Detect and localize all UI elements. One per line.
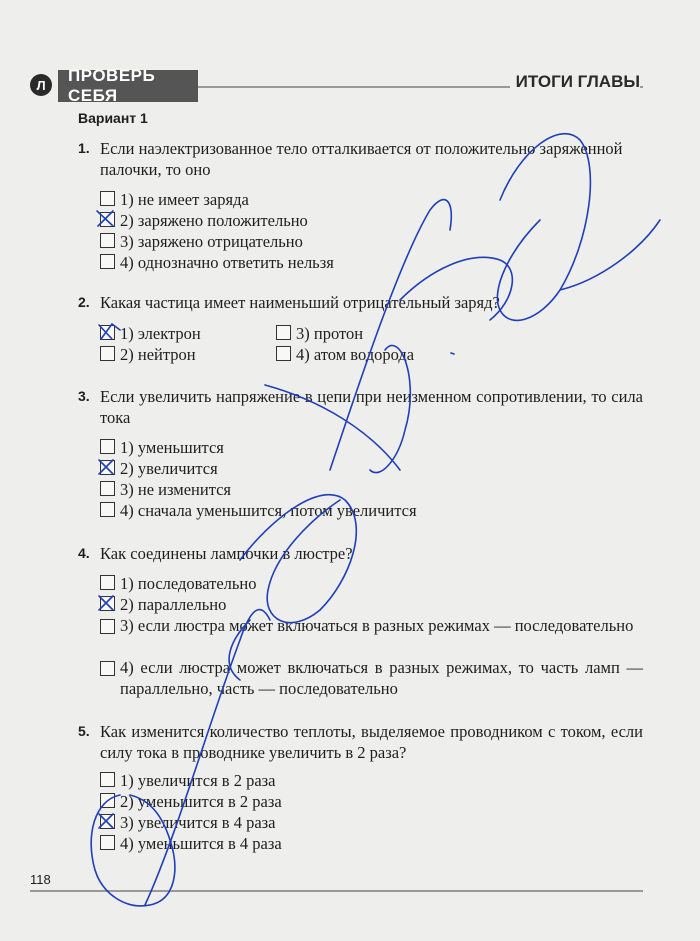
option-label: 3) заряжено отрицательно xyxy=(120,232,303,251)
question-2 xyxy=(78,292,643,313)
question-1 xyxy=(78,138,643,180)
option-label: 1) не имеет заряда xyxy=(120,190,249,209)
option-5-2[interactable] xyxy=(100,791,282,812)
question-5 xyxy=(78,721,643,763)
option-4-3[interactable] xyxy=(100,615,643,636)
page-number: 118 xyxy=(30,872,51,887)
option-label: 4) уменьшится в 4 раза xyxy=(120,834,282,853)
checkbox[interactable] xyxy=(100,254,115,269)
checkbox[interactable] xyxy=(276,325,291,340)
option-3-2[interactable] xyxy=(100,458,218,479)
option-label: 2) нейтрон xyxy=(120,345,196,364)
question-text: Как соединены лампочки в люстре? xyxy=(100,544,353,563)
option-3-3[interactable] xyxy=(100,479,231,500)
option-label: 1) электрон xyxy=(120,324,201,343)
checkbox[interactable] xyxy=(100,814,115,829)
chapter-title: ИТОГИ ГЛАВЫ xyxy=(510,72,640,92)
option-4-4[interactable] xyxy=(100,657,643,699)
question-number: 4. xyxy=(78,545,90,561)
checkbox[interactable] xyxy=(100,793,115,808)
checkbox[interactable] xyxy=(100,325,115,340)
option-label: 4) сначала уменьшится, потом увеличится xyxy=(120,501,417,520)
question-text: Если наэлектризованное тело отталкивается от положительно заряженной палочки, то оно xyxy=(100,139,623,179)
option-1-3[interactable] xyxy=(100,231,303,252)
option-5-4[interactable] xyxy=(100,833,282,854)
option-label: 2) заряжено положительно xyxy=(120,211,308,230)
checkbox[interactable] xyxy=(100,661,115,676)
checkbox[interactable] xyxy=(100,346,115,361)
option-2-2[interactable] xyxy=(100,344,196,365)
question-3 xyxy=(78,386,643,428)
section-title: ПРОВЕРЬ СЕБЯ xyxy=(58,70,198,102)
option-label: 3) не изменится xyxy=(120,480,232,499)
checkbox[interactable] xyxy=(100,233,115,248)
variant-label: Вариант 1 xyxy=(78,110,148,126)
question-number: 3. xyxy=(78,388,90,404)
option-label: 3) протон xyxy=(296,324,364,343)
checkbox[interactable] xyxy=(100,212,115,227)
question-text: Как изменится количество теплоты, выделяемое проводником с током, если силу тока в проводнике увеличить в 2 раза? xyxy=(100,722,643,762)
checkbox[interactable] xyxy=(100,439,115,454)
checkbox[interactable] xyxy=(100,191,115,206)
option-4-2[interactable] xyxy=(100,594,226,615)
option-label: 4) атом водорода xyxy=(296,345,415,364)
checkbox[interactable] xyxy=(100,619,115,634)
chapter-badge-icon: Л xyxy=(30,74,52,96)
option-label: 2) уменьшится в 2 раза xyxy=(120,792,282,811)
option-label: 2) параллельно xyxy=(120,595,227,614)
checkbox[interactable] xyxy=(100,502,115,517)
option-2-4[interactable] xyxy=(276,344,414,365)
option-2-1[interactable] xyxy=(100,323,201,344)
checkbox[interactable] xyxy=(100,596,115,611)
checkbox[interactable] xyxy=(100,575,115,590)
option-label: 2) увеличится xyxy=(120,459,218,478)
option-4-1[interactable] xyxy=(100,573,257,594)
option-label: 1) уменьшится xyxy=(120,438,224,457)
option-1-4[interactable] xyxy=(100,252,334,273)
option-2-3[interactable] xyxy=(276,323,363,344)
checkbox[interactable] xyxy=(100,772,115,787)
option-label: 3) увеличится в 4 раза xyxy=(120,813,276,832)
option-label: 4) однозначно ответить нельзя xyxy=(120,253,334,272)
option-label: 1) последовательно xyxy=(120,574,257,593)
option-5-3[interactable] xyxy=(100,812,276,833)
option-label: 3) если люстра может включаться в разных режимах — последовательно xyxy=(120,616,634,635)
option-label: 1) увеличится в 2 раза xyxy=(120,771,276,790)
option-3-4[interactable] xyxy=(100,500,417,521)
question-4 xyxy=(78,543,643,564)
option-1-2[interactable] xyxy=(100,210,308,231)
option-3-1[interactable] xyxy=(100,437,224,458)
option-label: 4) если люстра может включаться в разных режимах, то часть ламп — параллельно, часть — последовательно xyxy=(120,658,643,698)
question-text: Какая частица имеет наименьший отрицательный заряд? xyxy=(100,293,500,312)
option-5-1[interactable] xyxy=(100,770,276,791)
question-number: 5. xyxy=(78,723,90,739)
option-1-1[interactable] xyxy=(100,189,249,210)
checkbox[interactable] xyxy=(276,346,291,361)
checkbox[interactable] xyxy=(100,460,115,475)
checkbox[interactable] xyxy=(100,835,115,850)
question-text: Если увеличить напряжение в цепи при неизменном сопротивлении, то сила тока xyxy=(100,387,643,427)
question-number: 2. xyxy=(78,294,90,310)
question-number: 1. xyxy=(78,140,90,156)
checkbox[interactable] xyxy=(100,481,115,496)
footer-rule xyxy=(30,890,643,892)
